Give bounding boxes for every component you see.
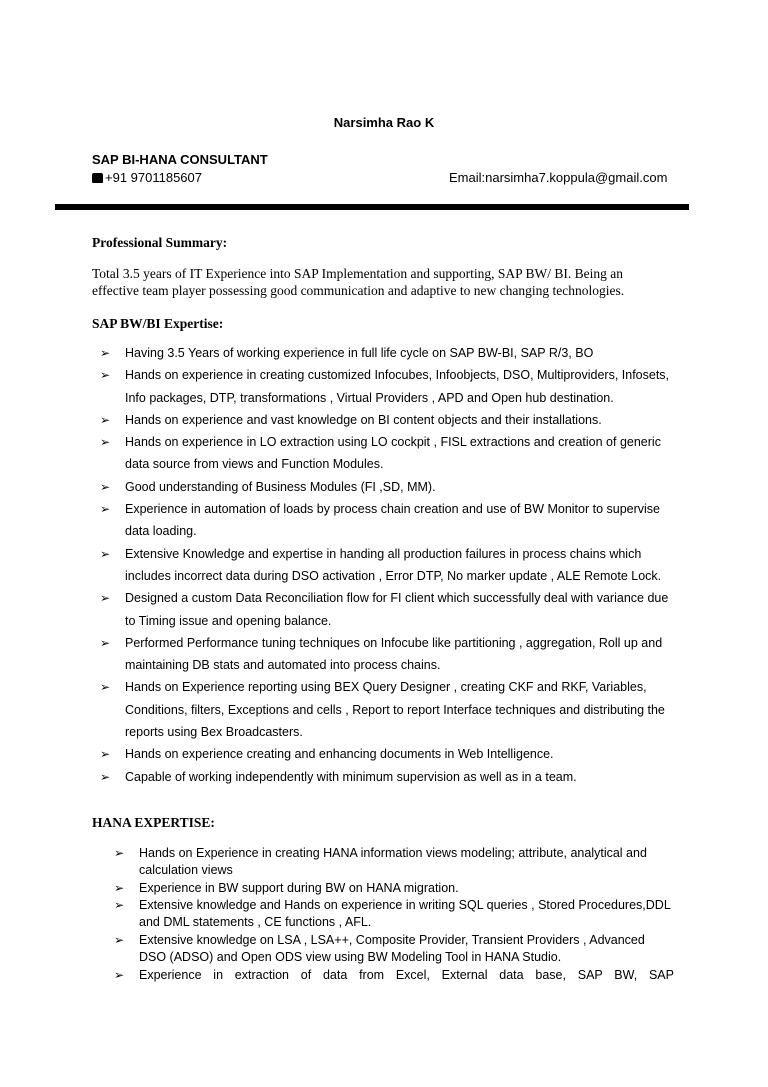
- list-item-text: Hands on experience in creating customized Infocubes, Infoobjects, DSO, Multiproviders, Infosets, Info packages, DTP, transformations , Virtual Providers , APD and Open hub destination.: [125, 368, 670, 405]
- list-item: [114, 932, 674, 966]
- phone-icon: [92, 173, 103, 183]
- arrow-bullet-icon: ➢: [100, 747, 111, 762]
- arrow-bullet-icon: ➢: [100, 635, 111, 650]
- arrow-bullet-icon: ➢: [114, 932, 125, 947]
- list-item-text: Having 3.5 Years of working experience in full life cycle on SAP BW-BI, SAP R/3, BO: [125, 346, 594, 360]
- arrow-bullet-icon: ➢: [100, 479, 111, 494]
- arrow-bullet-icon: ➢: [100, 680, 111, 695]
- arrow-bullet-icon: ➢: [114, 898, 125, 913]
- list-item: [100, 431, 670, 476]
- list-item-text: Extensive Knowledge and expertise in handing all production failures in process chains which includes incorrect data during DSO activation , Error DTP, No marker update , ALE Remote Lock.: [125, 546, 662, 583]
- list-item-text: Extensive knowledge on LSA , LSA++, Composite Provider, Transient Providers , Advanced DSO (ADSO) and Open ODS view using BW Modeling Tool in HANA Studio.: [139, 932, 645, 964]
- job-title: SAP BI-HANA CONSULTANT: [92, 152, 268, 167]
- list-item: [100, 364, 670, 409]
- phone-number: +91 9701185607: [105, 170, 202, 185]
- list-item: [100, 743, 670, 765]
- phone-line: [92, 170, 202, 185]
- list-item: [100, 676, 670, 743]
- list-item: [100, 587, 670, 632]
- header-divider: [55, 204, 689, 210]
- arrow-bullet-icon: ➢: [114, 967, 125, 982]
- list-item-text: Performed Performance tuning techniques on Infocube like partitioning , aggregation, Roll up and maintaining DB stats and automated into process chains.: [125, 635, 663, 673]
- list-item: [114, 845, 674, 879]
- list-item: [100, 342, 670, 364]
- list-item: [114, 967, 674, 984]
- arrow-bullet-icon: ➢: [100, 502, 111, 517]
- arrow-bullet-icon: ➢: [100, 346, 111, 360]
- list-item-text: Hands on Experience reporting using BEX Query Designer , creating CKF and RKF, Variables, Conditions, filters, Exceptions and cells , Report to report Interface techniques and distributing the reports using Bex Broadcasters.: [125, 680, 665, 740]
- summary-text: Total 3.5 years of IT Experience into SAP Implementation and supporting, SAP BW/ BI. Being an effective team player possessing good communication and adaptive to new changing technologies.: [92, 266, 625, 298]
- arrow-bullet-icon: ➢: [100, 368, 111, 383]
- hana-expertise-list: [114, 845, 674, 984]
- list-item-text: Experience in BW support during BW on HANA migration.: [139, 880, 459, 895]
- list-item: [100, 498, 670, 543]
- list-item: [100, 766, 670, 788]
- email-address: Email:narsimha7.koppula@gmail.com: [449, 170, 668, 185]
- hana-heading: HANA EXPERTISE:: [92, 815, 215, 830]
- list-item-text: Designed a custom Data Reconciliation flow for FI client which successfully deal with variance due to Timing issue and opening balance.: [125, 591, 669, 628]
- list-item-text: Good understanding of Business Modules (FI ,SD, MM).: [125, 479, 436, 494]
- arrow-bullet-icon: ➢: [114, 846, 125, 860]
- arrow-bullet-icon: ➢: [100, 769, 111, 784]
- candidate-name: Narsimha Rao K: [333, 115, 435, 130]
- list-item-text: Extensive knowledge and Hands on experience in writing SQL queries , Stored Procedures,DDL and DML statements , CE functions , AFL.: [139, 898, 671, 930]
- list-item: [100, 632, 670, 677]
- arrow-bullet-icon: ➢: [100, 435, 111, 450]
- list-item-text: Experience in extraction of data from Excel, External data base, SAP BW, SAP: [139, 967, 674, 982]
- arrow-bullet-icon: ➢: [100, 412, 111, 427]
- list-item: [100, 409, 670, 431]
- list-item-text: Capable of working independently with minimum supervision as well as in a team.: [125, 769, 577, 784]
- list-item-text: Hands on experience and vast knowledge on BI content objects and their installations.: [125, 412, 602, 427]
- bw-heading: SAP BW/BI Expertise:: [92, 316, 224, 331]
- list-item-text: Hands on experience creating and enhancing documents in Web Intelligence.: [125, 747, 554, 762]
- list-item: [114, 880, 674, 897]
- summary-heading: Professional Summary:: [92, 235, 228, 250]
- list-item-text: Hands on Experience in creating HANA information views modeling; attribute, analytical and calculation views: [139, 846, 647, 877]
- arrow-bullet-icon: ➢: [100, 546, 111, 561]
- arrow-bullet-icon: ➢: [100, 591, 111, 606]
- list-item-text: Experience in automation of loads by process chain creation and use of BW Monitor to supervise data loading.: [125, 502, 661, 539]
- list-item: [100, 476, 670, 498]
- list-item: [100, 543, 670, 588]
- bw-expertise-list: [100, 342, 670, 788]
- list-item-text: Hands on experience in LO extraction using LO cockpit , FISL extractions and creation of generic data source from views and Function Modules.: [125, 435, 661, 472]
- list-item: [114, 897, 674, 931]
- arrow-bullet-icon: ➢: [114, 880, 125, 895]
